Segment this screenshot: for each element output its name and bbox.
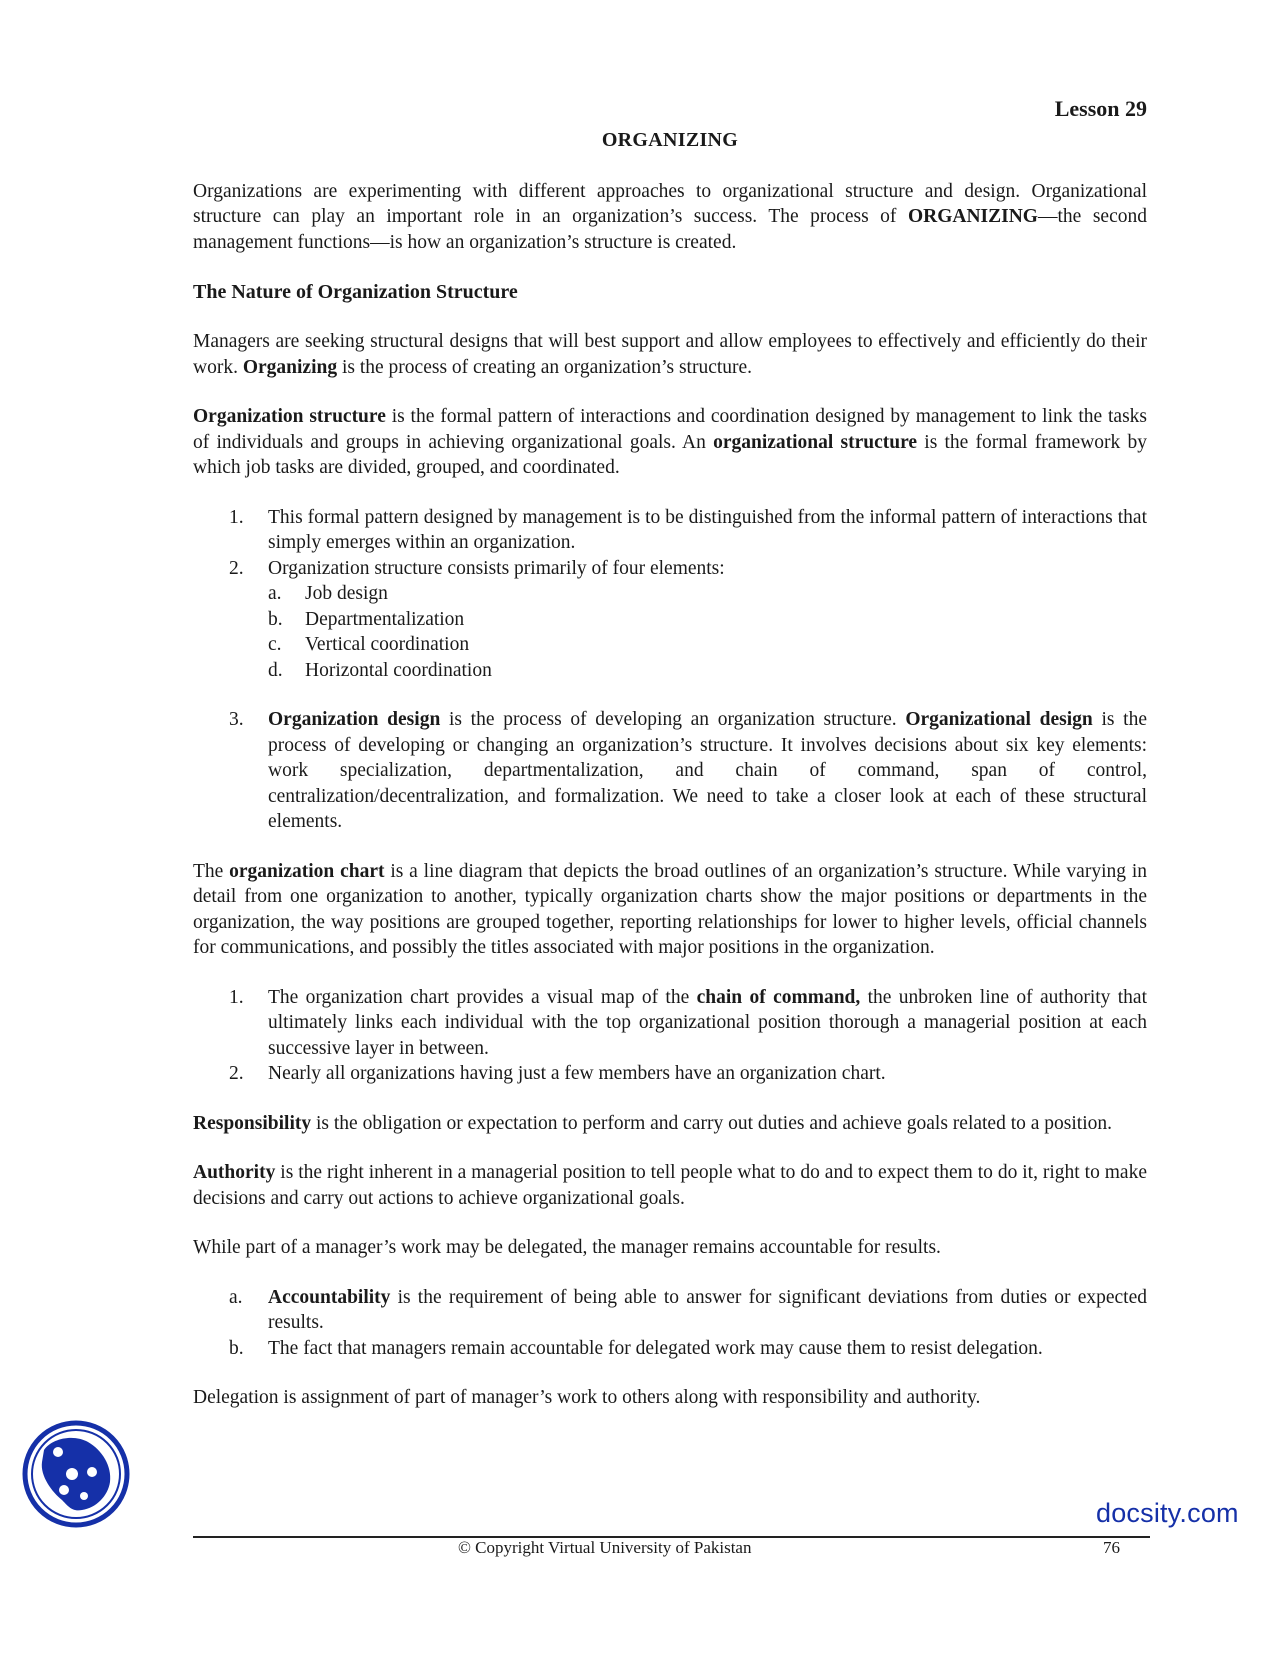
document-page [193, 96, 1148, 1411]
structure-paragraph: Organization structure is the formal pattern of interactions and coordination designed by management to link the tasks of individuals and groups in achieving organizational goals. An organizational structure is the formal framework by which job tasks are divided, grouped, and coordinated. [193, 406, 1148, 478]
sublist-item: b. Departmentalization [268, 608, 465, 630]
sublist-item: d. Horizontal coordination [268, 659, 492, 681]
intro-paragraph: Organizations are experimenting with different approaches to organizational structure and design. Organizational structure can play an important role in an organization’s success. The process of ORGANIZING—the second management functions—is how an organization’s structure is created. [193, 180, 1147, 253]
chart-list [193, 985, 1147, 1087]
list-item: 2. Organization structure consists primarily of four elements: a. Job design b. Departmentalization c. Vertical coordination d. Horizontal coordination [193, 556, 1147, 708]
authority-paragraph: Authority is the right inherent in a managerial position to tell people what to do and to expect them to do it, right to make decisions and carry out actions to achieve organizational goals. [193, 1162, 1147, 1209]
list-item: b. The fact that managers remain accountable for delegated work may cause them to resist delegation. [229, 1337, 1043, 1359]
lesson-header: Lesson 29 [1054, 96, 1147, 121]
footer-copyright: © Copyright Virtual University of Pakistan [458, 1538, 752, 1557]
docsity-brand-text[interactable]: docsity.com [1096, 1498, 1239, 1528]
section-heading: The Nature of Organization Structure [193, 281, 518, 303]
chart-paragraph: The organization chart is a line diagram that depicts the broad outlines of an organization’s structure. While varying in detail from one organization to another, typically organization charts show the major positions or departments in the organization, the way positions are grouped together, reporting relationships for lower to higher levels, official channels for communications, and possibly the titles associated with major positions in the organization. [193, 860, 1147, 958]
list-item: 3. Organization design is the process of developing an organization structure. Organizational design is the process of developing or changing an organization’s structure. It involves decisions about six key elements: work specialization, departmentalization, and chain of command, span of control, centralization/decentralization, and formalization. We need to take a closer look at each of these structural elements. [229, 709, 1147, 832]
accountability-list [193, 1285, 1147, 1362]
page-title: ORGANIZING [601, 129, 739, 151]
structure-list [193, 505, 1147, 835]
elements-sublist [268, 581, 1147, 683]
list-item: 1. The organization chart provides a visual map of the chain of command, the unbroken line of authority that ultimately links each individual with the top organizational position thorough a managerial position at each successive layer in between. [229, 986, 1147, 1059]
sublist-item: a. Job design [268, 583, 388, 604]
list-item: 2. Nearly all organizations having just a few members have an organization chart. [229, 1063, 886, 1084]
list-item: a. Accountability is the requirement of being able to answer for significant deviations from duties or expected results. [229, 1286, 1147, 1333]
page-number: 76 [1103, 1538, 1120, 1557]
sublist-item: c. Vertical coordination [268, 634, 470, 655]
list-item: 1. This formal pattern designed by management is to be distinguished from the informal pattern of interactions that simply emerges within an organization. [229, 506, 1147, 553]
delegated-paragraph: While part of a manager’s work may be delegated, the manager remains accountable for results. [193, 1237, 941, 1258]
managers-paragraph: Managers are seeking structural designs that will best support and allow employees to effectively and efficiently do their work. Organizing is the process of creating an organization’s structure. [193, 331, 1147, 378]
docsity-logo-icon [22, 1420, 130, 1528]
footer [193, 1538, 1150, 1557]
responsibility-paragraph: Responsibility is the obligation or expectation to perform and carry out duties and achieve goals related to a position. [193, 1112, 1113, 1134]
delegation-paragraph: Delegation is assignment of part of manager’s work to others along with responsibility and authority. [193, 1387, 981, 1408]
